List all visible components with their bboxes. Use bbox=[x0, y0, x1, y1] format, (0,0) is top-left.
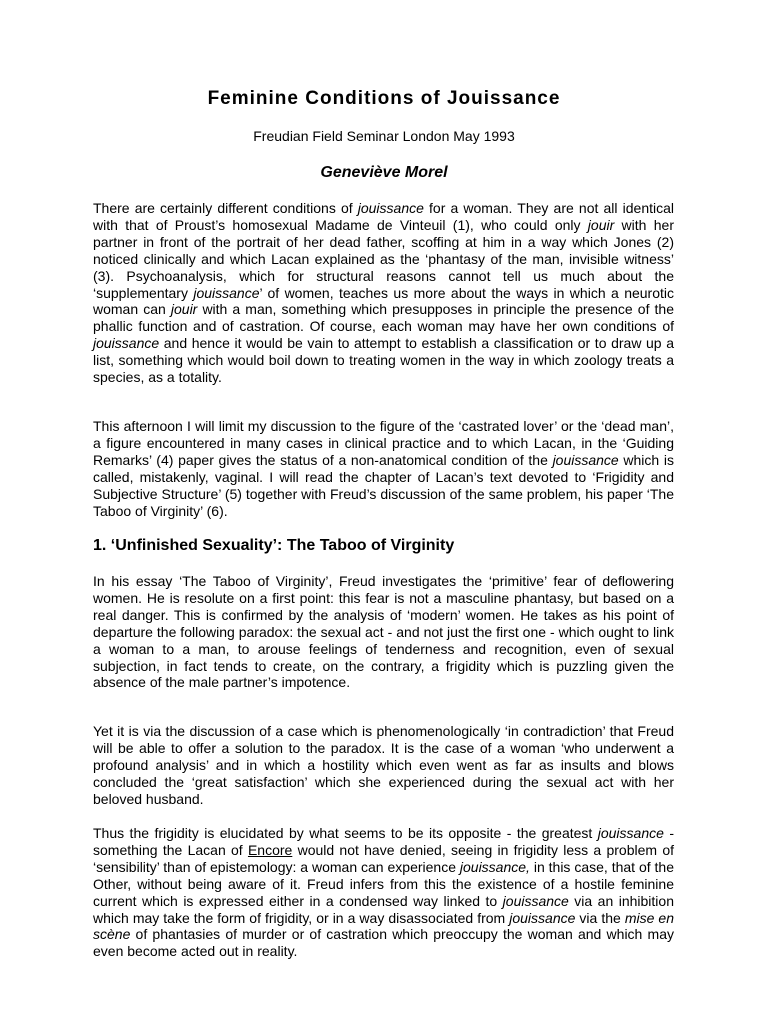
text-segment: for a woman. They are not all identical with that of Proust’s homosexual Madame de Vinteuil (1), who could only bbox=[93, 200, 675, 233]
emphasis-text: jouissance bbox=[502, 892, 569, 909]
emphasis-text: jouissance bbox=[552, 451, 619, 468]
paragraph-2 bbox=[93, 418, 674, 519]
section-heading: 1. ‘Unfinished Sexuality’: The Taboo of Virginity bbox=[93, 537, 455, 554]
paragraph-1 bbox=[93, 200, 674, 386]
text-segment: Yet it is via the discussion of a case which is phenomenologically ‘in contradiction’ that Freud will be able to offer a solution to the paradox. It is the case of a woman ‘who underwent a profound analysis’ and in which a hostility which even went as far as insults and blows concluded the ‘great satisfaction’ which she experienced during the sexual act with her beloved husband. bbox=[93, 723, 674, 807]
emphasis-text: jouissance bbox=[597, 825, 664, 841]
text-segment: ’ of women, teaches us more about the ways in which a neurotic woman can bbox=[93, 284, 674, 318]
emphasis-text: jouissance bbox=[357, 200, 424, 216]
document-subtitle: Freudian Field Seminar London May 1993 bbox=[253, 128, 515, 144]
emphasis-text: jouissance bbox=[93, 335, 160, 352]
text-segment: via an inhibition which may take the form of frigidity, or in a way disassociated from bbox=[93, 892, 674, 926]
document-title: Feminine Conditions of Jouissance bbox=[207, 88, 561, 109]
document-author: Geneviève Morel bbox=[320, 164, 448, 181]
emphasis-text: jouissance bbox=[509, 909, 576, 926]
text-segment: would not have denied, seeing in frigidity less a problem of ‘sensibility’ than of epistemology: a woman can experience bbox=[93, 841, 674, 875]
emphasis-text: mise en scène bbox=[93, 909, 674, 943]
text-segment: - something the Lacan of bbox=[93, 825, 674, 858]
text-segment: Thus the frigidity is elucidated by what seems to be its opposite - the greatest bbox=[93, 825, 598, 841]
text-segment: There are certainly different conditions of bbox=[93, 200, 358, 216]
emphasis-text: jouir bbox=[587, 216, 615, 233]
text-segment: in this case, that of the Other, without being aware of it. Freud infers from this the existence of a hostile feminine current which is expressed either in a condensed way linked to bbox=[93, 858, 674, 909]
text-segment: and hence it would be vain to attempt to establish a classification or to draw up a list, something which would boil down to treating women in the way in which zoology treats a species, as a totality. bbox=[93, 335, 674, 386]
text-segment: which is called, mistakenly, vaginal. I will read the chapter of Lacan’s text devoted to ‘Frigidity and Subjective Structure’ (5) together with Freud’s discussion of the same problem, his paper ‘The Taboo of Virginity’ (6). bbox=[93, 451, 674, 519]
emphasis-text: jouissance, bbox=[459, 858, 530, 875]
text-segment: with a man, something which presupposes in principle the presence of the phallic function and of castration. Of course, each woman may have her own conditions of bbox=[93, 301, 675, 335]
underlined-text: Encore bbox=[247, 841, 293, 858]
section-paragraph-3 bbox=[93, 825, 674, 960]
text-segment: This afternoon I will limit my discussion to the figure of the ‘castrated lover’ or the ‘dead man’, a figure encountered in many cases in clinical practice and to which Lacan, in the ‘Guiding Remarks’ (4) paper gives the status of a non-anatomical condition of the bbox=[93, 418, 674, 468]
text-segment: via the bbox=[575, 909, 625, 926]
text-segment: In his essay ‘The Taboo of Virginity’, Freud investigates the ‘primitive’ fear of deflowering women. He is resolute on a first point: this fear is not a masculine phantasy, but based on a real danger. This is confirmed by the analysis of ‘modern’ women. He takes as his point of departure the following paradox: the sexual act - and not just the first one - which ought to link a woman to a man, to arouse feelings of tenderness and recognition, even of sexual subjection, in fact tends to create, on the contrary, a frigidity which is puzzling given the absence of the male partner’s impotence. bbox=[93, 573, 674, 691]
section-paragraph-2 bbox=[93, 723, 674, 808]
text-segment: with her partner in front of the portrait of her dead father, scoffing at him in a way which Jones (2) noticed clinically and which Lacan explained as the ‘phantasy of the man, invisible witness’ (3). Psychoanalysis, which for structural reasons cannot tell us much about the ‘supplementary bbox=[93, 216, 674, 301]
text-segment: of phantasies of murder or of castration which preoccupy the woman and which may even become acted out in reality. bbox=[93, 926, 674, 960]
emphasis-text: jouir bbox=[170, 301, 198, 318]
emphasis-text: jouissance bbox=[193, 284, 260, 301]
section-paragraph-1 bbox=[93, 573, 674, 691]
